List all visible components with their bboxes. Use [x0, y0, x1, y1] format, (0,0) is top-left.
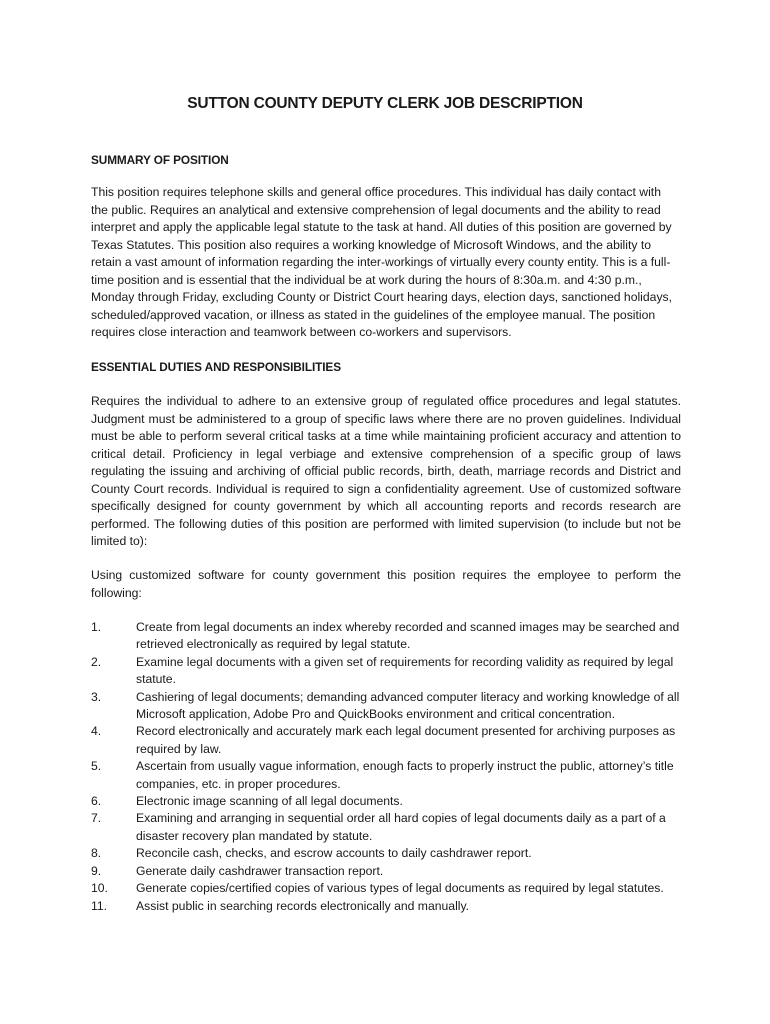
list-item — [91, 654, 681, 689]
list-item — [91, 845, 681, 862]
duties-list — [91, 619, 681, 915]
list-item-text: Generate copies/certified copies of various types of legal documents as required by legal statutes. — [136, 881, 664, 896]
list-item-number: 1. — [91, 620, 102, 634]
list-item — [91, 863, 681, 880]
duties-heading: ESSENTIAL DUTIES AND RESPONSIBILITIES — [91, 360, 341, 374]
list-item-number: 6. — [91, 794, 102, 809]
duties-paragraph: Requires the individual to adhere to an extensive group of regulated office procedures and legal statutes. Judgment must be administered to a group of specific laws where there are no proven guidelines. Individual must be able to perform several critical tasks at a time while maintaining proficient accuracy and attention to critical detail. Proficiency in legal verbiage and extensive comprehension of a specific group of laws regulating the issuing and archiving of official public records, birth, death, marriage records and District and County Court records. Individual is required to sign a confidentiality agreement. Use of customized software specifically designed for county government by which all accounting reports and records research are performed. The following duties of this position are performed with limited supervision (to include but not be limited to): — [91, 394, 681, 548]
list-item-text: Generate daily cashdrawer transaction report. — [136, 863, 384, 878]
list-item-text: Reconcile cash, checks, and escrow accounts to daily cashdrawer report. — [136, 846, 532, 861]
list-item — [91, 619, 681, 654]
list-item — [91, 758, 681, 793]
list-item — [91, 689, 681, 724]
list-item-number: 5. — [91, 759, 102, 774]
list-item — [91, 898, 681, 915]
list-item-text: Create from legal documents an index whereby recorded and scanned images may be searched and retrieved electronically as required by legal statute. — [136, 620, 680, 652]
list-item-text: Examine legal documents with a given set of requirements for recording validity as required by legal statute. — [136, 654, 674, 687]
list-item — [91, 793, 681, 810]
list-item-text: Ascertain from usually vague information, enough facts to properly instruct the public, attorney’s title companies, etc. in proper procedures. — [136, 759, 674, 791]
document-title: SUTTON COUNTY DEPUTY CLERK JOB DESCRIPTION — [187, 95, 583, 112]
list-item-number: 3. — [91, 689, 102, 704]
list-item — [91, 880, 681, 897]
list-item-number: 8. — [91, 846, 102, 861]
summary-heading: SUMMARY OF POSITION — [91, 153, 229, 167]
list-item-number: 11. — [91, 898, 108, 913]
list-item-text: Electronic image scanning of all legal documents. — [136, 794, 403, 809]
list-item-number: 4. — [91, 724, 102, 739]
list-item-number: 7. — [91, 811, 102, 826]
list-item-number: 10. — [91, 881, 108, 896]
list-item-number: 9. — [91, 863, 102, 878]
list-item-text: Assist public in searching records electronically and manually. — [136, 898, 470, 913]
list-item — [91, 810, 681, 845]
list-item-text: Cashiering of legal documents; demanding advanced computer literacy and working knowledge of all Microsoft application, Adobe Pro and QuickBooks environment and critical concentration. — [136, 689, 680, 722]
list-item — [91, 723, 681, 758]
list-item-text: Examining and arranging in sequential order all hard copies of legal documents daily as a part of a disaster recovery plan mandated by statute. — [136, 811, 666, 843]
list-item-number: 2. — [91, 654, 102, 669]
summary-paragraph: This position requires telephone skills and general office procedures. This individual has daily contact with the public. Requires an analytical and extensive comprehension of legal documents and the ability to read interpret and apply the applicable legal statute to the task at hand. All duties of this position are governed by Texas Statutes. This position also requires a working knowledge of Microsoft Windows, and the ability to retain a vast amount of information regarding the inter-workings of virtually every county entity. This is a full-time position and is essential that the individual be at work during the hours of 8:30a.m. and 4:30 p.m., Monday through Friday, excluding County or District Court hearing days, election days, sanctioned holidays, scheduled/approved vacation, or illness as stated in the guidelines of the employee manual. The position requires close interaction and teamwork between co-workers and supervisors. — [91, 185, 673, 339]
list-item-text: Record electronically and accurately mark each legal document presented for archiving purposes as required by law. — [136, 724, 676, 756]
software-intro-paragraph: Using customized software for county government this position requires the employee to perform the following: — [91, 568, 681, 600]
